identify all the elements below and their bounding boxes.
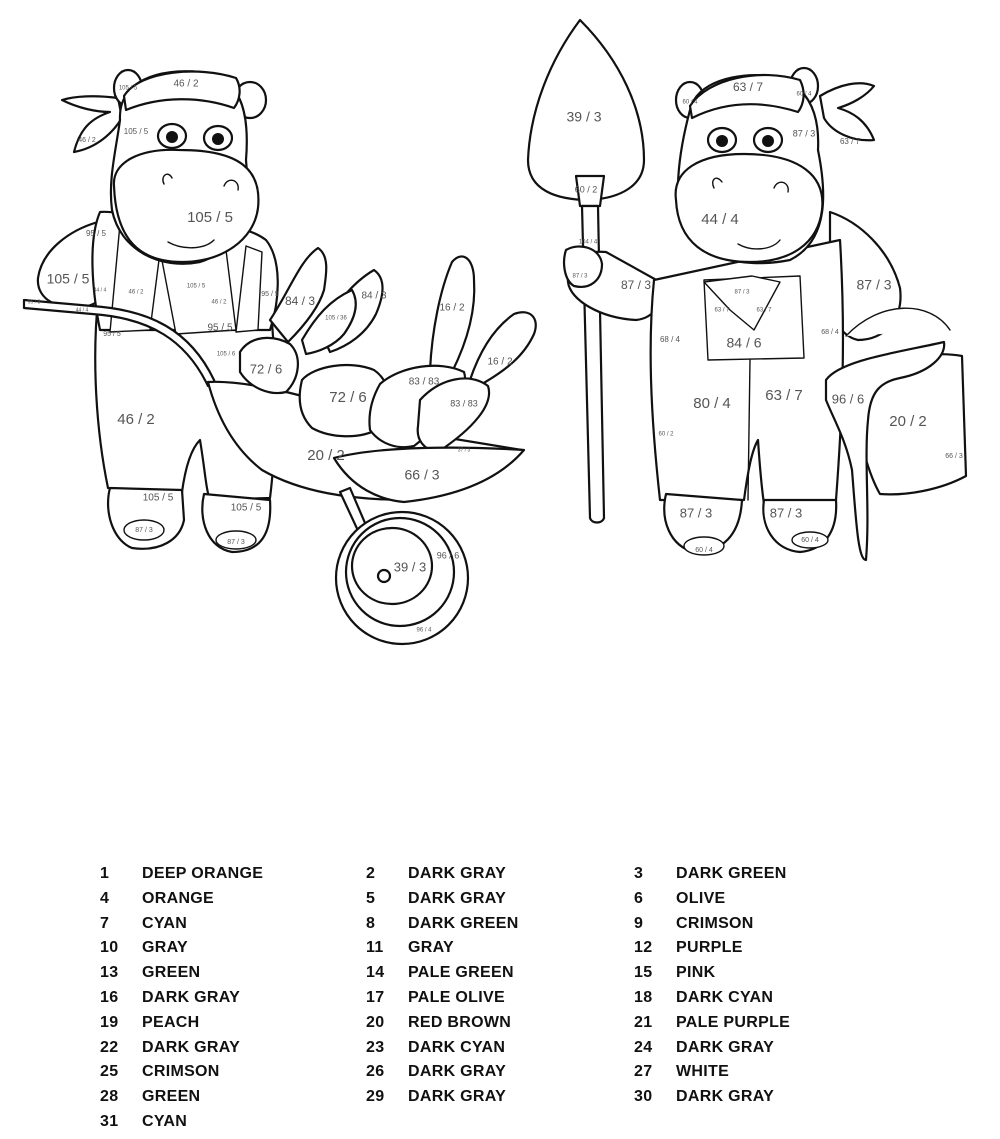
region-label-l-sole-left: 87 / 3 [135, 526, 153, 534]
region-label-l-bandana-knot: 46 / 2 [78, 136, 96, 144]
legend-number: 23 [366, 1038, 385, 1056]
legend-color-name: GRAY [142, 939, 188, 957]
region-label-l-belly: 95 / 5 [207, 322, 233, 334]
region-label-l-hand: 95 / 5 [103, 330, 121, 338]
region-label-l-head-side: 105 / 5 [123, 127, 149, 137]
legend-color-name: DARK GRAY [676, 1038, 775, 1056]
legend-number: 26 [366, 1063, 385, 1081]
legend-number: 17 [366, 989, 385, 1006]
legend-number: 10 [100, 939, 119, 957]
region-label-wheel-rim: 96 / 6 [436, 550, 460, 561]
legend-number: 8 [366, 914, 376, 932]
legend-color-name: PALE OLIVE [408, 989, 505, 1006]
legend-number: 24 [634, 1038, 653, 1056]
legend-color-name: DARK CYAN [676, 989, 774, 1006]
region-label-l-overall-side: 95 / 5 [27, 299, 41, 306]
region-label-r-collar-l: 87 / 3 [734, 289, 750, 296]
region-label-r-bib: 84 / 6 [726, 334, 762, 351]
region-label-l-strap: 46 / 2 [128, 289, 144, 296]
legend-color-name: PALE PURPLE [676, 1013, 791, 1031]
legend-number: 28 [100, 1088, 119, 1106]
carrot-leaf-1[interactable] [430, 256, 474, 372]
legend-color-name: DARK GRAY [408, 865, 507, 882]
legend-color-name: PALE GREEN [408, 964, 514, 982]
region-label-r-leg-right: 63 / 7 [765, 386, 803, 404]
region-label-l-sole-right: 87 / 3 [227, 538, 245, 546]
legend-number: 5 [366, 889, 376, 907]
legend-color-name: RED BROWN [408, 1013, 512, 1031]
legend-color-name: GRAY [408, 939, 454, 957]
legend-color-name: GREEN [142, 1088, 201, 1106]
region-label-r-ear-right: 60 / 4 [796, 91, 812, 98]
region-label-carrot-2: 83 / 83 [450, 398, 478, 409]
region-label-r-strap-left: 68 / 4 [659, 335, 681, 345]
legend-color-name: CRIMSON [676, 914, 754, 932]
legend-number: 16 [100, 989, 119, 1006]
region-label-r-bandana-knot: 63 / 7 [839, 137, 861, 147]
region-label-carrot-leaf-2: 16 / 2 [487, 356, 513, 368]
region-label-beet-1: 72 / 6 [249, 361, 283, 377]
legend-number: 19 [100, 1013, 119, 1031]
region-label-l-foot-left: 105 / 5 [142, 492, 174, 504]
region-label-barrow-body: 20 / 2 [307, 446, 345, 464]
region-label-l-arm-shoulder: 95 / 5 [85, 229, 107, 239]
region-label-l-face: 105 / 5 [187, 208, 233, 226]
legend-color-name: PEACH [142, 1013, 200, 1031]
region-label-wheel-tire: 96 / 4 [416, 627, 432, 634]
region-label-carrot-1: 83 / 83 [408, 376, 440, 388]
region-label-r-collar-m: 63 / 7 [714, 307, 730, 314]
region-label-r-pocket: 60 / 2 [658, 431, 674, 438]
region-label-bucket-side: 66 / 3 [945, 452, 963, 460]
region-label-beet-leaf-2: 84 / 3 [361, 290, 387, 302]
legend-color-name: DARK GRAY [676, 1088, 775, 1106]
legend-color-name: DARK GRAY [142, 1038, 241, 1056]
region-label-r-sole-left: 60 / 4 [695, 546, 713, 554]
region-label-beet-leaf-1: 84 / 3 [284, 294, 316, 309]
legend-color-name: DARK CYAN [408, 1038, 506, 1056]
region-label-l-foot-right: 105 / 5 [230, 502, 262, 514]
legend-color-name: DARK GRAY [408, 1088, 507, 1106]
region-label-r-leg-left: 80 / 4 [693, 394, 731, 412]
legend-number: 2 [366, 865, 376, 882]
legend-number: 25 [100, 1063, 119, 1081]
region-label-spade-blade: 39 / 3 [566, 108, 602, 125]
color-legend [0, 862, 1000, 1132]
region-label-carrot-leaf-1: 16 / 2 [439, 302, 465, 314]
region-label-l-collar: 105 / 5 [186, 283, 206, 290]
legend-color-name: DARK GRAY [142, 989, 241, 1006]
region-label-l-arm: 105 / 5 [46, 270, 90, 287]
legend-number: 6 [634, 889, 644, 907]
region-label-r-hand: 87 / 3 [572, 273, 588, 280]
region-label-r-arm-left: 87 / 3 [620, 278, 652, 293]
legend-number: 1 [100, 865, 110, 882]
region-label-r-brow: 87 / 3 [792, 128, 816, 139]
region-label-l-overalls: 46 / 2 [117, 410, 155, 428]
legend-number: 14 [366, 964, 385, 982]
legend-number: 12 [634, 939, 653, 957]
region-label-l-ear-left: 105 / 5 [118, 85, 138, 92]
region-label-bucket-water: 96 / 6 [831, 391, 865, 407]
legend-number: 30 [634, 1088, 653, 1106]
legend-color-name: DARK GREEN [408, 914, 519, 932]
legend-number: 21 [634, 1013, 653, 1031]
legend-number: 27 [634, 1063, 653, 1081]
right-hand[interactable] [564, 246, 602, 286]
region-label-r-bandana-top: 63 / 7 [732, 80, 764, 95]
region-label-l-chest: 46 / 2 [211, 299, 227, 306]
legend-color-name: PINK [676, 964, 716, 982]
region-label-barrow-front: 66 / 3 [404, 466, 440, 483]
carrot-leaf-2[interactable] [470, 312, 536, 384]
region-label-beet-2: 72 / 6 [329, 388, 367, 406]
legend-number: 29 [366, 1088, 385, 1106]
legend-number: 15 [634, 964, 653, 982]
legend-number: 7 [100, 914, 110, 932]
legend-color-name: CYAN [142, 1113, 188, 1130]
region-label-beet-leaf-3: 105 / 36 [325, 315, 347, 322]
region-label-bucket: 20 / 2 [889, 412, 927, 430]
legend-color-name: WHITE [676, 1063, 730, 1081]
legend-color-name: DARK GRAY [408, 889, 507, 907]
legend-number: 22 [100, 1038, 119, 1056]
region-label-r-foot-right: 87 / 3 [769, 505, 803, 521]
legend-color-name: DARK GRAY [408, 1063, 507, 1081]
legend-number: 4 [100, 889, 110, 907]
region-label-r-arm-right: 87 / 3 [856, 276, 892, 293]
legend-number: 31 [100, 1113, 119, 1130]
region-label-spade-neck: 60 / 2 [574, 184, 598, 195]
legend-color-name: GREEN [142, 964, 201, 982]
region-label-l-bandana-top: 46 / 2 [173, 78, 199, 90]
legend-color-name: CYAN [142, 914, 188, 932]
region-label-l-button: 105 / 6 [216, 351, 236, 358]
legend-color-name: PURPLE [676, 939, 743, 957]
wheel-axle [378, 570, 390, 582]
bucket [826, 308, 966, 560]
region-label-spade-grip: 104 / 4 [578, 239, 598, 246]
legend-number: 9 [634, 914, 644, 932]
region-label-l-handle-end: 44 / 4 [75, 307, 89, 314]
legend-number: 20 [366, 1013, 385, 1031]
legend-number: 3 [634, 865, 644, 882]
legend-number: 18 [634, 989, 653, 1006]
region-label-l-neck: 95 / 5 [261, 290, 279, 298]
region-label-r-ear-left: 60 / 4 [682, 99, 698, 106]
region-label-r-foot-left: 87 / 3 [679, 505, 713, 521]
legend-color-name: DARK GREEN [676, 865, 787, 882]
region-label-wheel-hub: 39 / 3 [393, 559, 427, 575]
region-label-r-strap-right: 68 / 4 [821, 328, 839, 336]
right-bandana-knot[interactable] [820, 83, 874, 140]
legend-color-name: OLIVE [676, 889, 726, 907]
region-label-r-sole-right: 60 / 4 [801, 536, 819, 544]
region-label-r-face: 44 / 4 [701, 210, 739, 228]
region-label-r-collar-r: 63 / 7 [756, 307, 772, 314]
region-label-l-handle-mid: 44 / 4 [93, 287, 107, 294]
legend-number: 13 [100, 964, 119, 982]
legend-color-name: ORANGE [142, 889, 215, 907]
region-label-barrow-rim: 37 / 3 [457, 447, 471, 454]
legend-color-name: DEEP ORANGE [142, 865, 264, 882]
legend-number: 11 [366, 939, 384, 957]
legend-color-name: CRIMSON [142, 1063, 220, 1081]
